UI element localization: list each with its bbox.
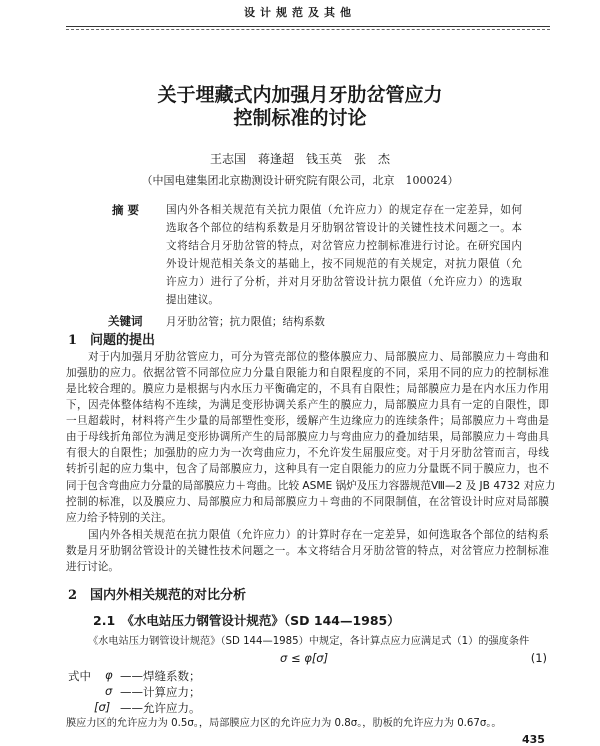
formula: σ ≤ φ[σ] [280, 651, 329, 665]
text-line: 有很大的自限性；加强肋的应力为一次弯曲应力，不允许发生屈服应变。对于月牙肋岔管而言，母线 [66, 447, 549, 459]
subsection-2-1-heading: 2.1 《水电站压力钢管设计规范》（SD 144—1985） [93, 613, 400, 628]
affiliation: （中国电建集团北京勘测设计研究院有限公司，北京 100024） [141, 174, 459, 187]
header-rule-dashed [66, 29, 550, 30]
abstract-label: 摘要 [112, 203, 143, 217]
abstract-line: 许应力）进行了分析，并对月牙肋岔管设计抗力限值（允许应力）的选取 [166, 276, 522, 288]
symbol-desc: ——允许应力。 [120, 701, 201, 715]
section-title: 问题的提出 [90, 333, 156, 348]
section-1-heading [68, 329, 155, 348]
text-line: 应力给予特别的关注。 [66, 512, 172, 524]
text-line: 下，因壳体整体结构不连续，为满足变形协调关系产生的膜应力，局部膜应力具有一定的自限性，即 [66, 399, 549, 411]
formula-number: (1) [530, 651, 547, 665]
text-line: 进行讨论。 [66, 561, 119, 573]
title-line-1: 关于埋藏式内加强月牙肋岔管应力 [157, 84, 443, 106]
text-line: 对于内加强月牙肋岔管应力，可分为管壳部位的整体膜应力、局部膜应力、局部膜应力＋弯曲和 [88, 351, 549, 363]
abstract-line: 选取各个部位的结构系数是月牙肋钢岔管设计的关键性技术问题之一。本 [166, 222, 522, 234]
where-label: 式中 [68, 669, 91, 683]
symbol: [σ] [94, 700, 111, 714]
running-header: 设计规范及其他 [244, 6, 356, 19]
section-2-heading [68, 584, 246, 603]
text-line: 控制的标准，以及膜应力、局部膜应力和局部膜应力＋弯曲的不同限制值，在岔管设计时应对局部膜 [66, 496, 549, 508]
symbol-desc: ——计算应力； [120, 685, 201, 699]
text-line: 加强肋的应力。依据岔管不同部位应力分量自限能力和自限程度的不同，采用不同的应力的控制标准 [66, 367, 549, 379]
text-line: 《水电站压力钢管设计规范》（SD 144—1985）中规定，各计算点应力应满足式（1）的强度条件 [88, 636, 530, 647]
symbol: φ [105, 668, 113, 682]
symbol-desc: ——焊缝系数； [120, 669, 201, 683]
authors: 王志国 蒋逢超 钱玉英 张 杰 [209, 152, 390, 166]
title-line-2: 控制标准的讨论 [233, 107, 367, 129]
text-line: 转折引起的应力集中，包含了局部膜应力，这种具有一定自限能力的应力分量既不同于膜应力，也不 [66, 463, 549, 475]
text-line: 国内外各相关规范在抗力限值（允许应力）的计算时存在一定差异，如何选取各个部位的结构系 [88, 529, 549, 541]
section-title: 国内外相关规范的对比分析 [90, 588, 247, 603]
keywords-text: 月牙肋岔管；抗力限值；结构系数 [166, 316, 325, 328]
text-line: 同于包含弯曲应力分量的局部膜应力＋弯曲。比较 ASME 锅炉及压力容器规范Ⅷ—2 及 JB 4732 对应力 [66, 480, 556, 492]
text-line: 膜应力区的允许应力为 0.5σ。，局部膜应力区的允许应力为 0.8σ。，肋板的允许应力为 0.67σ。。 [66, 718, 502, 729]
abstract-line: 外设计规范相关条文的基础上，按不同规范的有关规定，对抗力限值（允 [166, 258, 522, 270]
header-rule [66, 26, 550, 27]
keywords-label: 关键词 [108, 314, 143, 328]
text-line: 是比较合理的。膜应力是根据与内水压力平衡确定的，不具有自限性；局部膜应力是在内水压力作用 [66, 383, 549, 395]
text-line: 由于母线折角部位为满足变形协调所产生的局部膜应力与弯曲应力的叠加结果，局部膜应力＋弯曲具 [66, 431, 549, 443]
section-number: 2 [68, 588, 78, 603]
abstract-line: 文将结合月牙肋岔管的特点，对岔管应力控制标准进行讨论。在研究国内 [166, 240, 522, 252]
text-line: 数是月牙肋钢岔管设计的关键性技术问题之一。本文将结合月牙肋岔管的特点，对岔管应力控制标准 [66, 545, 549, 557]
page-number: 435 [522, 733, 545, 746]
symbol: σ [105, 684, 113, 698]
text-line: 一旦超载时，材料将产生少量的局部塑性变形，缓解产生边缘应力的连续条件；局部膜应力＋弯曲是 [66, 415, 549, 427]
abstract-line: 提出建议。 [166, 294, 219, 306]
abstract-line: 国内外各相关规范有关抗力限值（允许应力）的规定存在一定差异，如何 [166, 204, 522, 216]
section-number: 1 [68, 333, 78, 348]
